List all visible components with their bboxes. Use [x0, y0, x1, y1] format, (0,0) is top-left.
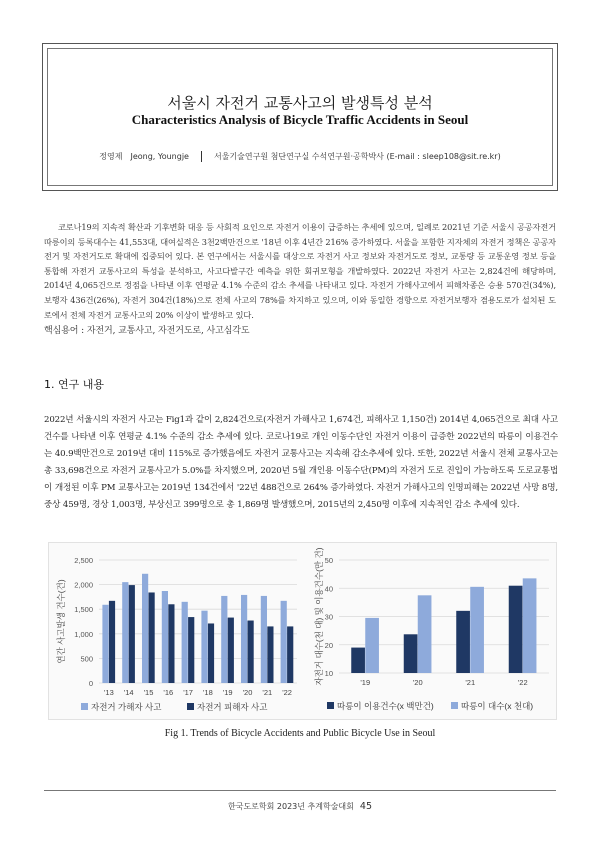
bar: [365, 618, 379, 673]
x-tick-label: '22: [282, 688, 292, 697]
legend-label: 자전거 가해자 사고: [91, 702, 162, 712]
bar: [102, 605, 108, 683]
abstract-text: 코로나19의 지속적 확산과 기후변화 대응 등 사회적 요인으로 자전거 이용이 급증하는 추세에 있으며, 일례로 2021년 기준 서울시 공공자전거 따릉이의 등록대수는 41,553대, 대여실적은 3천2백만건으로 '18년 이후 4년간 216% 증가하였다. 서울을 포함한 지자체의 자전거 정책은 공공자전거 및 자전거도로 확대에 집중되어 있다. 본 연구에서는 서울시를 대상으로 자전거 사고 정보와 자전거도로 정보, 교통량 등 교통운영 정보 등을 통합해 자전거 교통사고의 특성을 분석하고, 사고다발구간 예측을 위한 회귀모형을 개발하였다. 2022년 자전거 사고는 2,824건에 해당하며, 2014년 4,065건으로 정점을 나타낸 이후 연평균 4.1% 수준의 감소 추세를 나타내고 있다. 자전거 가해사고에서 피해차종은 승용 570건(34%), 보행자 436건(26%), 자전거 304건(18%)으로 전체 사고의 78%를 차지하고 있으며, 이와 동일한 경향으로 자전거보행자 겸용도로가 설치된 도로에서 전체 자전거 교통사고의 20% 이상이 발생하고 있다.: [44, 222, 556, 320]
legend-label: 자전거 피해자 사고: [197, 702, 268, 712]
bar: [351, 648, 365, 673]
bar: [122, 582, 128, 683]
author-line: [0, 151, 600, 162]
section-heading: 1. 연구 내용: [44, 378, 104, 391]
x-tick-label: '14: [123, 688, 134, 697]
x-tick-label: '18: [203, 688, 213, 697]
section-paragraph: 2022년 서울시의 자전거 사고는 Fig1과 같이 2,824건으로(자전거 가해사고 1,674건, 피해사고 1,150건) 2014년 4,065건으로 최대 사고건수를 나타낸 이후 연평균 4.1% 수준의 감소 추세에 있다. 코로나19로 개인 이동수단인 자전거 이용이 급증한 2022년의 따릉이 이용건수는 40.9백만건으로 2019년 대비 115%로 증가했음에도 자전거 교통사고는 지속해 감소추세에 있다. 또한, 2022년 서울시 전체 교통사고는 총 33,698건으로 자전거 교통사고가 5.0%를 차지했으며, 2020년 5월 개인용 이동수단(PM)의 자전거 도로 진입이 가능하도록 도로교통법이 개정된 이후 PM 교통사고는 2019년 134건에서 '22년 488건으로 264% 증가하였다. 자전거 가해사고의 인명피해는 2022년 사망 8명, 중상 459명, 경상 1,003명, 부상신고 399명으로 총 1,869명 발생했으며, 2015년의 2,450명 이후에 지속적인 감소 추세에 있다.: [44, 415, 558, 511]
bar: [509, 586, 523, 673]
y-tick-label: 2,500: [74, 556, 93, 565]
bar: [188, 617, 194, 683]
y-tick-label: 2,000: [74, 580, 93, 590]
bar: [470, 587, 484, 673]
bar: [241, 595, 247, 683]
section-body: [44, 412, 558, 515]
page-number: 45: [359, 801, 372, 812]
x-tick-label: '20: [412, 678, 423, 687]
paper-title-korean: 서울시 자전거 교통사고의 발생특성 분석: [167, 94, 433, 112]
legend-label: 따릉이 이용건수(x 백만건): [337, 701, 434, 711]
x-tick-label: '21: [465, 678, 476, 687]
x-tick-label: '15: [143, 688, 154, 697]
bar: [267, 626, 273, 683]
figure-caption: Fig 1. Trends of Bicycle Accidents and Public Bicycle Use in Seoul: [164, 728, 436, 739]
bar: [287, 626, 293, 683]
author-separator: [201, 151, 202, 162]
bar: [221, 596, 227, 683]
y-tick-label: 0: [88, 679, 93, 688]
y-axis-label: 연간 사고발생 건수(건): [56, 579, 66, 664]
bar: [228, 618, 234, 683]
y-tick-label: 40: [324, 584, 333, 594]
footer-divider: [44, 790, 556, 791]
bar: [523, 578, 537, 673]
conference-name: 한국도로학회 2023년 추계학술대회: [227, 802, 354, 811]
legend-swatch: [81, 703, 88, 710]
paper-title-english: Characteristics Analysis of Bicycle Traffic Accidents in Seoul: [131, 112, 469, 127]
x-tick-label: '19: [360, 678, 371, 687]
bar: [281, 601, 287, 683]
x-tick-label: '22: [517, 678, 528, 687]
x-tick-label: '17: [183, 688, 193, 697]
bar: [201, 611, 207, 683]
legend-label: 따릉이 대수(x 천대): [461, 701, 534, 711]
bar: [404, 634, 418, 673]
y-tick-label: 1,500: [74, 605, 93, 615]
author-affiliation: 서울기술연구원 첨단연구실 수석연구원·공학박사 (E-mail : sleep108@sit.re.kr): [213, 152, 501, 161]
bar: [168, 604, 174, 683]
bar: [142, 574, 148, 683]
bar: [456, 611, 470, 673]
x-tick-label: '16: [163, 688, 174, 697]
bar: [182, 602, 188, 683]
x-tick-label: '20: [242, 688, 253, 697]
x-tick-label: '13: [104, 688, 114, 697]
bar: [162, 591, 168, 683]
accident-chart: [49, 543, 309, 719]
author-name: 정영제 Jeong, Youngje: [99, 152, 189, 161]
y-tick-label: 10: [324, 669, 333, 678]
bike-use-chart: [309, 543, 556, 719]
bar: [261, 596, 267, 683]
x-tick-label: '19: [222, 688, 233, 697]
y-tick-label: 1,000: [74, 629, 93, 639]
bar: [418, 595, 432, 673]
figure-panel: [48, 542, 557, 720]
abstract: [44, 220, 556, 339]
y-tick-label: 500: [80, 654, 93, 664]
legend-swatch: [327, 702, 334, 709]
y-axis-label: 자전거 대수(천 대) 및 이용건수(만 건): [314, 547, 324, 686]
page-footer: [0, 801, 600, 812]
legend-swatch: [187, 703, 194, 710]
y-tick-label: 30: [324, 612, 333, 622]
bar: [129, 585, 135, 683]
x-tick-label: '21: [262, 688, 273, 697]
y-tick-label: 50: [324, 556, 333, 565]
bar: [149, 592, 155, 683]
bar: [109, 601, 115, 683]
legend-swatch: [451, 702, 458, 709]
y-tick-label: 20: [324, 640, 333, 650]
bar: [248, 621, 254, 683]
keywords: 핵심용어 : 자전거, 교통사고, 자전거도로, 사고심각도: [44, 326, 250, 337]
bar: [208, 623, 214, 683]
